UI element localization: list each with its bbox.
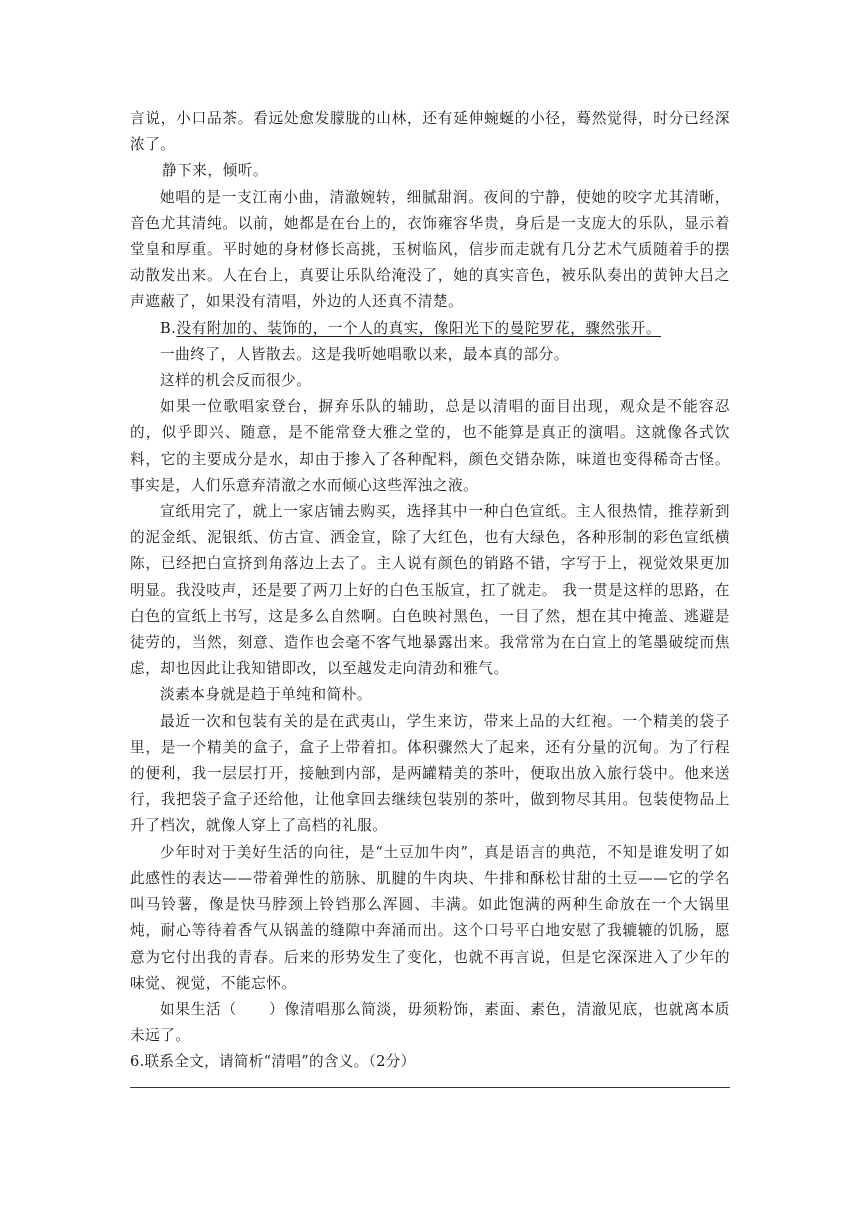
paragraph-12 <box>130 997 730 1049</box>
paragraph-11: 少年时对于美好生活的向往，是“土豆加牛肉”，真是语言的典范，不知是谁发明了如此感性的表达——带着弹性的筋脉、肌腱的牛肉块、牛排和酥松甘甜的土豆——它的学名叫马铃薯，像是快马脖颈上铃铛那么浑圆、丰满。如此饱满的两种生命放在一个大锅里炖，耐心等待着香气从锅盖的缝隙中奔涌而出。这个口号平白地安慰了我辘辘的饥肠，愿意为它付出我的青春。后来的形势发生了变化，也就不再言说，但是它深深进入了少年的味觉、视觉，不能忘怀。 <box>130 843 730 992</box>
paragraph-10: 最近一次和包装有关的是在武夷山，学生来访，带来上品的大红袍。一个精美的袋子里，是一个精美的盒子，盒子上带着扣。体积骤然大了起来，还有分量的沉甸。为了行程的便利，我一层层打开，接触到内部，是两罐精美的茶叶，便取出放入旅行袋中。他来送行，我把袋子盒子还给他，让他拿回去继续包装别的茶叶，做到物尽其用。包装使物品上升了档次，就像人穿上了高档的礼服。 <box>130 712 730 835</box>
paragraph-8: 宣纸用完了，就上一家店铺去购买，选择其中一种白色宣纸。主人很热情，推荐新到的泥金纸、泥银纸、仿古宣、洒金宣，除了大红色，也有大绿色，各种形制的彩色宣纸横陈，已经把白宣挤到角落边上去了。主人说有颜色的销路不错，字写于上，视觉效果更加明显。我没吱声，还是要了两刀上好的白色玉版宣，扛了就走。 我一贯是这样的思路，在白色的宣纸上书写，这是多么自然啊。白色映衬黑色，一目了然，想在其中掩盖、逃避是徒劳的，当然，刻意、造作也会毫不客气地暴露出来。我常常为在白宣上的笔墨破绽而焦虑，却也因此让我知错即改，以至越发走向清劲和雅气。 <box>130 503 730 678</box>
paragraph-2: 静下来，倾听。 <box>162 162 269 180</box>
answer-line[interactable] <box>130 1087 730 1088</box>
passage <box>130 106 730 1075</box>
sentence-label: B. <box>160 319 177 337</box>
paragraph-5: 一曲终了，人皆散去。这是我听她唱歌以来，最本真的部分。 <box>160 345 569 363</box>
paragraph-3: 她唱的是一支江南小曲，清澈婉转，细腻甜润。夜间的宁静，使她的咬字尤其清晰，音色尤其清纯。以前，她都是在台上的，衣饰雍容华贵，身后是一支庞大的乐队，显示着堂皇和厚重。平时她的身材修长高挑，玉树临风，信步而走就有几分艺术气质随着手的摆动散发出来。人在台上，真要让乐队给淹没了，她的真实音色，被乐队奏出的黄钟大吕之声遮蔽了，如果没有清唱，外边的人还真不清楚。 <box>130 188 730 311</box>
paragraph-7: 如果一位歌唱家登台，摒弃乐队的辅助，总是以清唱的面目出现，观众是不能容忍的，似乎即兴、随意，是不能常登大雅之堂的，也不能算是真正的演唱。这就像各式饮料，它的主要成分是水，却由于掺入了各种配料，颜色交错杂陈，味道也变得稀奇古怪。事实是，人们乐意弃清澈之水而倾心这些浑浊之液。 <box>130 398 730 494</box>
paragraph-12-start: 如果生活（ <box>160 1000 237 1018</box>
underlined-sentence: 没有附加的、装饰的，一个人的真实，像阳光下的曼陀罗花，骤然张开。 <box>176 319 662 337</box>
paragraph-6: 这样的机会反而很少。 <box>160 372 312 390</box>
paragraph-1: 言说，小口品茶。看远处愈发朦胧的山林，还有延伸蜿蜒的小径，蓦然觉得，时分已经深浓了。 <box>130 110 730 154</box>
paragraph-9: 淡素本身就是趋于单纯和简朴。 <box>160 686 373 704</box>
paragraph-12-end: ）像清唱那么简淡，毋须粉饰，素面、素色，清澈见底，也就离本质未远了。 <box>130 1000 730 1045</box>
paragraph-4 <box>130 316 730 342</box>
question-6: 6.联系全文，请简析“清唱”的含义。（2分） <box>130 1053 416 1071</box>
